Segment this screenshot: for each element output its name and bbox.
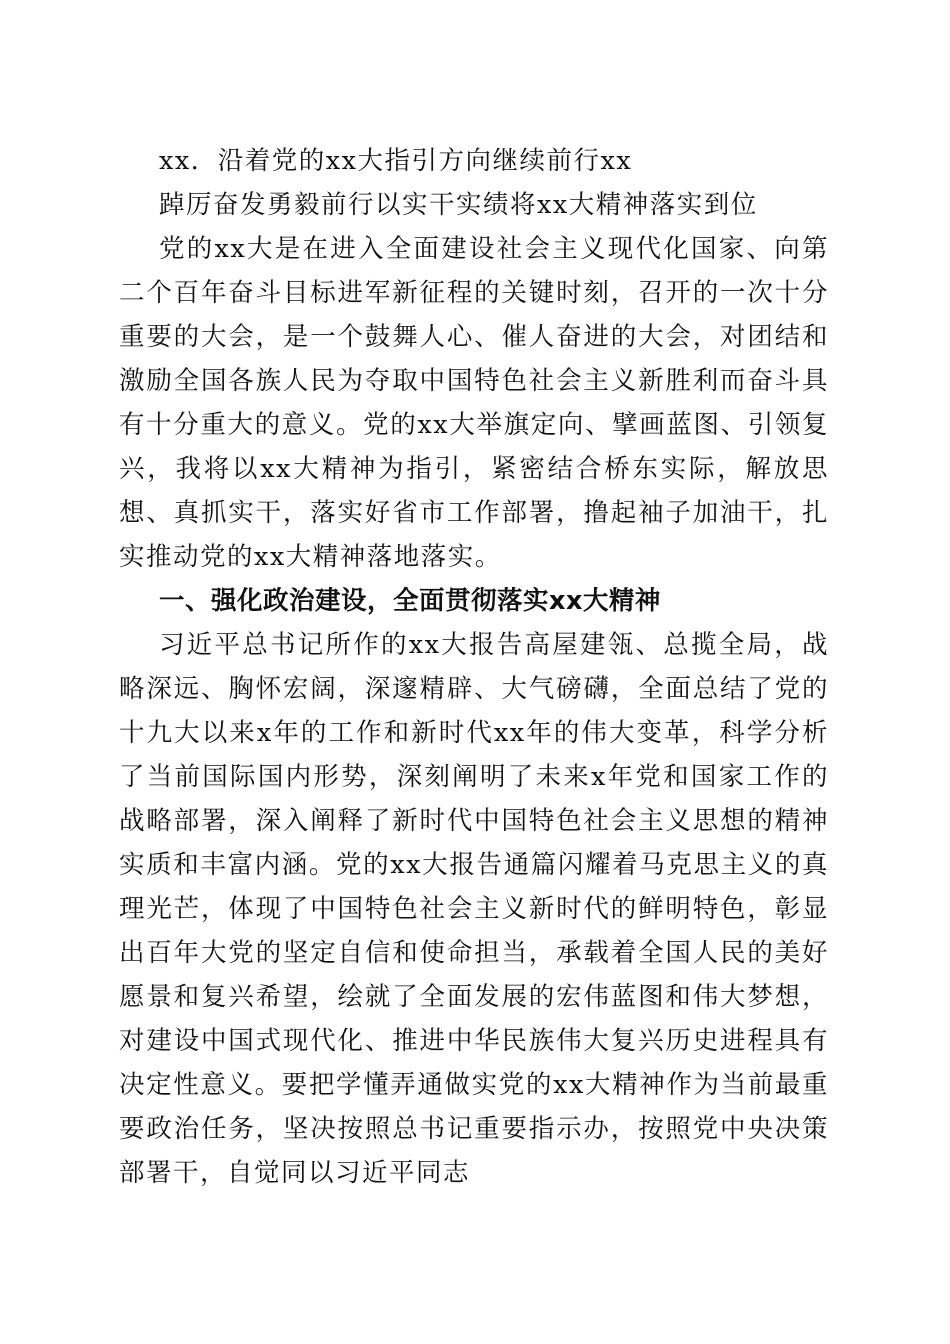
document-title: xx．沿着党的xx大指引方向继续前行xx: [159, 146, 633, 176]
intro-paragraph: 党的xx大是在进入全面建设社会主义现代化国家、向第二个百年奋斗目标进军新征程的关键时刻，召开的一次十分重要的大会，是一个鼓舞人心、催人奋进的大会，对团结和激励全国各族人民为夺取中国特色社会主义新胜利而奋斗具有十分重大的意义。党的xx大举旗定向、擘画蓝图、引领复兴，我将以xx大精神为指引，紧密结合桥东实际，解放思想、真抓实干，落实好省市工作部署，撸起袖子加油干，扎实推动党的xx大精神落地落实。: [119, 234, 829, 572]
document-subtitle: 踔厉奋发勇毅前行以实干实绩将xx大精神落实到位: [159, 190, 758, 220]
section-heading: 一、强化政治建设，全面贯彻落实xx大精神: [159, 586, 661, 616]
document-body: [119, 139, 829, 1195]
section-paragraph: 习近平总书记所作的xx大报告高屋建瓴、总揽全局，战略深远、胸怀宏阔，深邃精辟、大气磅礴，全面总结了党的十九大以来x年的工作和新时代xx年的伟大变革，科学分析了当前国际国内形势，深刻阐明了未来x年党和国家工作的战略部署，深入阐释了新时代中国特色社会主义思想的精神实质和丰富内涵。党的xx大报告通篇闪耀着马克思主义的真理光芒，体现了中国特色社会主义新时代的鲜明特色，彰显出百年大党的坚定自信和使命担当，承载着全国人民的美好愿景和复兴希望，绘就了全面发展的宏伟蓝图和伟大梦想，对建设中国式现代化、推进中华民族伟大复兴历史进程具有决定性意义。要把学懂弄通做实党的xx大精神作为当前最重要政治任务，坚决按照总书记重要指示办，按照党中央决策部署干，自觉同以习近平同志: [119, 630, 829, 1188]
